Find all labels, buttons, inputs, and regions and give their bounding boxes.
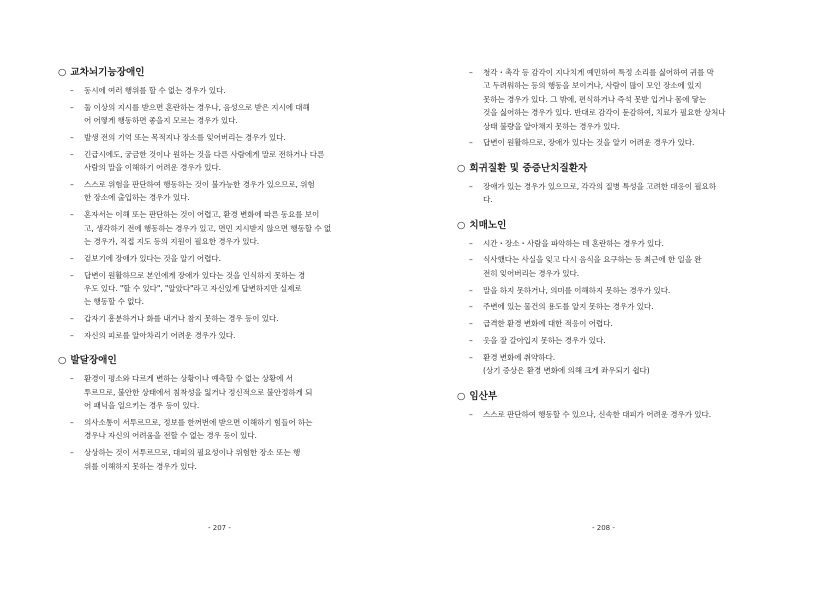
dash-bullet-icon: – (469, 319, 473, 329)
list-item-text: 다. (483, 195, 493, 205)
section (58, 354, 380, 473)
left-page-number: - 207 - (208, 524, 231, 532)
section-title-text: 희귀질환 및 중증난치질환자 (469, 162, 588, 174)
list-item-text: 는 행동할 수 없다. (84, 297, 144, 307)
dash-bullet-icon: – (469, 285, 473, 295)
dash-bullet-icon: – (469, 181, 473, 191)
list-item-text: 스스로 판단하여 행동할 수 있으나, 신속한 대피가 어려운 경우가 있다. (483, 409, 712, 419)
dash-bullet-icon: – (70, 314, 74, 324)
dash-bullet-icon: – (469, 352, 473, 362)
list-item (457, 180, 779, 207)
list-item-text: 말을 하지 못하거나, 의미를 이해하지 못하는 경우가 있다. (483, 285, 671, 295)
circle-bullet-icon: ○ (457, 219, 466, 231)
section-title-text: 발달장애인 (70, 355, 117, 367)
dash-bullet-icon: – (469, 238, 473, 248)
list-item (58, 101, 380, 128)
dash-bullet-icon: – (70, 331, 74, 341)
dash-bullet-icon: – (70, 180, 74, 189)
section-title (58, 66, 380, 80)
dash-bullet-icon: – (469, 255, 473, 265)
dash-bullet-icon: – (70, 102, 74, 112)
dash-bullet-icon: – (469, 68, 473, 77)
continued-section (457, 66, 779, 150)
list-item (58, 446, 380, 473)
list-item (457, 66, 779, 133)
list-item-text: 동시에 여러 행위를 할 수 없는 경우가 있다. (84, 86, 226, 95)
dash-bullet-icon: – (70, 448, 74, 458)
dash-bullet-icon: – (70, 86, 74, 95)
list-item-text: 한 장소에 출입하는 경우가 있다. (84, 193, 190, 203)
list-item-text: 우도 있다. "할 수 있다", "알았다"라고 자신있게 답변하지만 실제로 (84, 284, 302, 294)
dash-bullet-icon: – (469, 138, 473, 148)
circle-bullet-icon: ○ (58, 67, 67, 78)
list-item (58, 416, 380, 443)
list-item-text: (상기 증상은 환경 변화에 의해 크게 좌우되기 쉽다) (483, 366, 650, 376)
list-item (58, 269, 380, 309)
list-item (457, 317, 779, 330)
list-item-text: 상상하는 것이 서투르므로, 대피의 필요성이나 위험한 장소 또는 행 (84, 448, 301, 458)
list-item-text: 겉보기에 장애가 있다는 것을 알기 어렵다. (84, 253, 221, 263)
section-title (457, 162, 779, 176)
list-item (457, 253, 779, 280)
list-item-text: 자신의 피로를 알아차리기 어려운 경우가 있다. (84, 331, 236, 341)
list-item (58, 148, 380, 175)
list-item-text: 전히 잊어버리는 경우가 있다. (483, 268, 580, 278)
dash-bullet-icon: – (469, 409, 473, 419)
list-item (58, 131, 380, 144)
list-item-text: 투르므로, 불안한 상태에서 침착성을 잃거나 정신적으로 불안정하게 되 (84, 387, 313, 397)
list-item (457, 284, 779, 297)
section-title-text: 임산부 (469, 390, 498, 402)
list-item (457, 408, 779, 421)
list-item-text: 것을 싫어하는 경우가 있다. 반대로 감각이 둔감하여, 치료가 필요한 상처나 (483, 108, 726, 118)
section (457, 390, 779, 421)
list-item-text: 고, 생각하기 전에 행동하는 경우가 있고, 면민 지시받지 않으면 행동할 수 없 (84, 223, 332, 233)
list-item-text: 주변에 있는 물건의 용도를 알지 못하는 경우가 있다. (483, 302, 654, 312)
list-item-text: 둘 이상의 지시를 받으면 혼란하는 경우나, 음성으로 받은 지시에 대해 (84, 102, 310, 112)
dash-bullet-icon: – (70, 210, 74, 220)
right-page (457, 66, 779, 433)
left-page (58, 66, 380, 485)
list-item-text: 는 경우가, 직접 지도 등의 지원이 필요한 경우가 있다. (84, 237, 260, 247)
dash-bullet-icon: – (70, 149, 74, 159)
circle-bullet-icon: ○ (58, 355, 67, 367)
list-item-text: 상태 불량을 알아채지 못하는 경우가 있다. (483, 121, 620, 131)
section (58, 66, 380, 342)
list-item-text: 식사했다는 사실을 잊고 다시 음식을 요구하는 등 최근에 한 일을 완 (483, 255, 702, 265)
list-item-text: 환경 변화에 취약하다. (483, 352, 556, 362)
right-page-number: - 208 - (592, 524, 615, 532)
section-title-text: 치매노인 (469, 219, 507, 231)
list-item (58, 84, 380, 97)
dash-bullet-icon: – (70, 253, 74, 263)
dash-bullet-icon: – (469, 336, 473, 346)
list-item-text: 고 두려워하는 등의 행동을 보이거나, 사람이 많이 모인 장소에 있지 (483, 81, 702, 91)
list-item-text: 급격한 환경 변화에 대한 적응이 어렵다. (483, 319, 613, 329)
list-item-text: 발생 전의 기억 또는 목적지나 장소를 잊어버리는 경우가 있다. (84, 133, 286, 142)
list-item-text: 답변이 원활하므로, 장애가 있다는 것을 알기 어려운 경우가 있다. (483, 138, 695, 148)
list-item-text: 경우나 자신의 어려움을 전할 수 없는 경우 등이 있다. (84, 431, 257, 441)
section (457, 162, 779, 207)
dash-bullet-icon: – (70, 418, 74, 428)
dash-bullet-icon: – (70, 374, 74, 384)
section-title (457, 390, 779, 404)
list-item (457, 351, 779, 378)
list-item-text: 긴급시에도, 궁금한 것이나 원하는 것을 다른 사람에게 말로 전하거나 다른 (84, 149, 325, 159)
list-item-text: 스스로 위험을 판단하여 행동하는 것이 불가능한 경우가 있으므로, 위험 (84, 180, 315, 189)
list-item-text: 옷을 잘 갈아입지 못하는 경우가 있다. (483, 336, 606, 346)
dash-bullet-icon: – (70, 270, 74, 280)
list-item (457, 237, 779, 250)
list-item-text: 장애가 있는 경우가 있으므로, 각각의 질병 특성을 고려한 대응이 필요하 (483, 181, 716, 191)
list-item (457, 300, 779, 313)
list-item-text: 사람의 말을 이해하기 어려운 경우가 있다. (84, 163, 221, 173)
section-title (457, 219, 779, 233)
list-item-text: 의사소통이 서투르므로, 정보를 한꺼번에 받으면 이해하기 힘들어 하는 (84, 418, 313, 428)
list-item (457, 334, 779, 347)
list-item (457, 136, 779, 149)
dash-bullet-icon: – (70, 133, 74, 142)
dash-bullet-icon: – (469, 302, 473, 312)
list-item-text: 답변이 원활하므로 본인에게 장애가 있다는 것을 인식하지 못하는 경 (84, 270, 306, 280)
list-item (58, 208, 380, 248)
list-item (58, 329, 380, 342)
list-item-text: 혼자서는 이해 또는 판단하는 것이 어렵고, 환경 변화에 따른 동요를 보이 (84, 210, 320, 220)
list-item-text: 청각・촉각 등 감각이 지나치게 예민하여 특정 소리를 싫어하여 귀를 막 (483, 68, 714, 77)
list-item-text: 환경이 평소와 다르게 변하는 상황이나 예측할 수 없는 상황에 서 (84, 374, 293, 384)
list-item-text: 어 어떻게 행동하면 좋을지 모르는 경우가 있다. (84, 116, 238, 126)
list-item (58, 372, 380, 412)
list-item-text: 위를 이해하지 못하는 경우가 있다. (84, 461, 197, 471)
circle-bullet-icon: ○ (457, 390, 466, 402)
list-item-text: 갑자기 흥분하거나 화를 내거나 참지 못하는 경우 등이 있다. (84, 314, 279, 324)
section-title-text: 교차뇌기능장애인 (70, 67, 145, 78)
section-title (58, 354, 380, 368)
section (457, 219, 779, 378)
list-item (58, 178, 380, 205)
list-item (58, 252, 380, 265)
list-item (58, 312, 380, 325)
circle-bullet-icon: ○ (457, 162, 466, 174)
list-item-text: 못하는 경우가 있다. 그 밖에, 편식하거나 즉석 못받 입거나 몸에 닿는 (483, 94, 707, 104)
list-item-text: 시간・장소・사람을 파악하는 데 혼란하는 경우가 있다. (483, 238, 664, 248)
list-item-text: 어 패닉을 일으키는 경우 등이 있다. (84, 401, 200, 411)
